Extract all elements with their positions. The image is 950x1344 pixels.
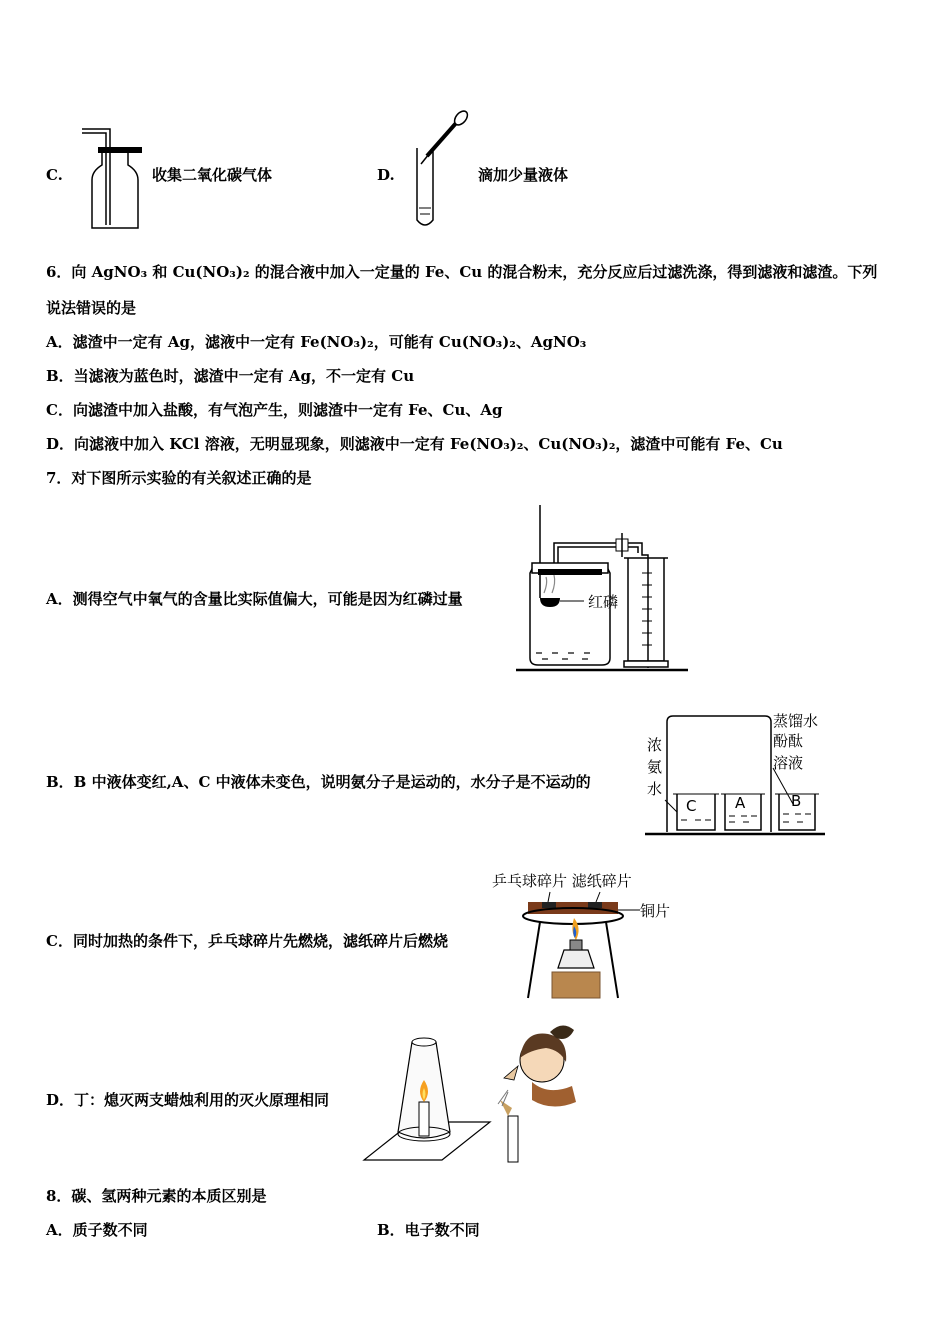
beaker-label-b: B — [791, 792, 802, 810]
label-ammonia-3: 水 — [647, 780, 663, 798]
q7-stem: 7．对下图所示实验的有关叙述正确的是 — [46, 469, 312, 487]
q6-option-b: B．当滤液为蓝色时，滤渣中一定有 Ag，不一定有 Cu — [46, 367, 415, 385]
q5-option-c-text: 收集二氧化碳气体 — [152, 166, 273, 184]
q6-stem-line1: 6．向 AgNO₃ 和 Cu(NO₃)₂ 的混合液中加入一定量的 Fe、Cu 的混合粉末，充分反应后过滤洗涤，得到滤液和滤渣。下列 — [46, 263, 878, 281]
label-copper-sheet: 铜片 — [640, 902, 671, 920]
label-red-phosphorus: 红磷 — [588, 593, 619, 611]
q7-option-b: B．B 中液体变红,A、C 中液体未变色，说明氨分子是运动的，水分子是不运动的 — [46, 773, 591, 791]
dropper-test-tube-figure — [405, 108, 475, 233]
q8-option-a: A．质子数不同 — [46, 1221, 148, 1239]
label-phenol-1: 蒸馏水 — [773, 712, 819, 730]
q5-option-c-letter: C. — [46, 166, 63, 184]
gas-collecting-bottle-figure — [80, 125, 150, 235]
beaker-label-c: C — [686, 797, 697, 815]
q5-option-d-letter: D. — [377, 166, 395, 184]
label-ammonia-1: 浓 — [647, 736, 663, 754]
q7-option-c: C．同时加热的条件下，乒乓球碎片先燃烧，滤纸碎片后燃烧 — [46, 932, 448, 950]
label-phenol-3: 溶液 — [773, 754, 804, 772]
q8-stem: 8．碳、氢两种元素的本质区别是 — [46, 1187, 267, 1205]
label-ammonia-2: 氨 — [647, 758, 663, 776]
q5-option-d-text: 滴加少量液体 — [478, 166, 569, 184]
red-phosphorus-oxygen-apparatus — [512, 503, 692, 673]
q7-option-a: A．测得空气中氧气的含量比实际值偏大，可能是因为红磷过量 — [46, 590, 463, 608]
combustion-heating-apparatus — [490, 870, 680, 1005]
label-phenol-2: 酚酞 — [773, 732, 804, 750]
q6-option-d: D．向滤液中加入 KCl 溶液，无明显现象，则滤液中一定有 Fe(NO₃)₂、Cu(NO₃)₂，滤渣中可能有 Fe、Cu — [46, 435, 783, 453]
q7-option-d: D．丁：熄灭两支蜡烛利用的灭火原理相同 — [46, 1091, 330, 1109]
label-pingpong-filter: 乒乓球碎片 滤纸碎片 — [492, 872, 632, 890]
ammonia-diffusion-apparatus — [643, 708, 833, 843]
q6-option-c: C．向滤渣中加入盐酸，有气泡产生，则滤渣中一定有 Fe、Cu、Ag — [46, 401, 503, 419]
q6-stem-line2: 说法错误的是 — [46, 299, 137, 317]
beaker-label-a: A — [735, 794, 746, 812]
q8-option-b: B．电子数不同 — [377, 1221, 480, 1239]
q6-option-a: A．滤渣中一定有 Ag，滤液中一定有 Fe(NO₃)₂，可能有 Cu(NO₃)₂、AgNO₃ — [46, 333, 587, 351]
candle-extinguish-figure — [362, 1020, 592, 1170]
